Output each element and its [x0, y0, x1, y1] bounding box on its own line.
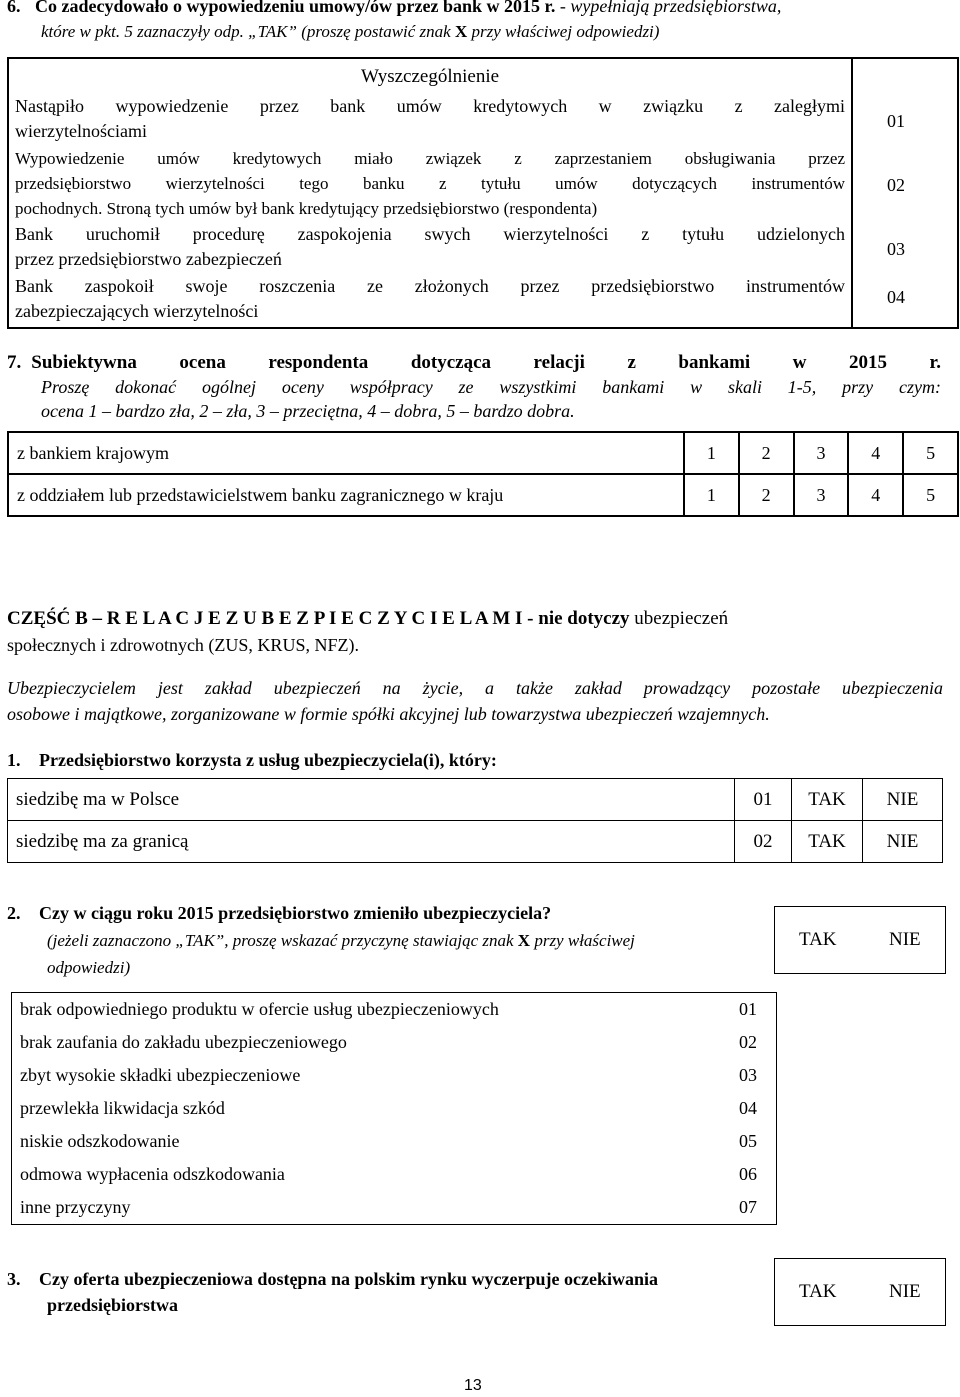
rating-label-foreign: z oddziałem lub przedstawicielstwem banku zagranicznego w kraju [8, 474, 684, 516]
q6-row-4-line-2: zabezpieczających wierzytelności [15, 301, 259, 321]
q6-code-02: 02 [887, 175, 905, 195]
reason-code[interactable]: 03 [739, 1065, 757, 1085]
s1-table [7, 778, 943, 863]
s2-note-3: odpowiedzi) [47, 958, 131, 977]
q6-title: Co zadecydowało o wypowiedzeniu umowy/ów przez bank w 2015 r. [35, 0, 556, 16]
reason-label: zbyt wysokie składki ubezpieczeniowe [20, 1065, 301, 1085]
q7-number: 7. [7, 352, 22, 373]
s1-nie-option[interactable]: NIE [863, 779, 943, 821]
q6-row-1 [8, 94, 852, 146]
q7-instruction-2: ocena 1 – bardzo zła, 2 – zła, 3 – przeciętna, 4 – dobra, 5 – bardzo dobra. [41, 401, 575, 421]
s1-tak-option[interactable]: TAK [792, 779, 863, 821]
reason-label: inne przyczyny [20, 1197, 131, 1217]
rating-option[interactable]: 4 [848, 432, 903, 474]
s2-number: 2. [7, 903, 21, 923]
s2-heading [7, 900, 747, 981]
q7-rating-table [7, 431, 959, 517]
part-b-title-line [7, 606, 943, 632]
s1-number: 1. [7, 750, 21, 770]
s3-answer-box [774, 1258, 946, 1326]
rating-option[interactable]: 5 [903, 474, 958, 516]
q6-note-3: przy właściwej odpowiedzi) [467, 22, 660, 41]
q6-code-01: 01 [887, 111, 905, 131]
s2-note-x: X [517, 931, 531, 950]
s1-label-poland: siedzibę ma w Polsce [8, 779, 735, 821]
table-row [12, 1092, 777, 1125]
s1-code-01: 01 [735, 779, 792, 821]
q6-row-4-line-1: Bank zaspokoił swoje roszczenia ze złożonych przez przedsiębiorstwo instrumentów [15, 276, 845, 296]
s1-title: Przedsiębiorstwo korzysta z usług ubezpieczyciela(i), który: [39, 750, 497, 770]
s3-tak-option[interactable]: TAK [799, 1281, 837, 1302]
s2-tak-option[interactable]: TAK [799, 929, 837, 950]
q7-heading [7, 351, 941, 423]
part-b-definition-1: Ubezpieczycielem jest zakład ubezpieczeń na życie, a także zakład prowadzący pozostałe ubezpieczenia [7, 678, 943, 698]
q7-instruction-1: Proszę dokonać ogólnej oceny współpracy ze wszystkimi bankami w skali 1-5, przy czym: [41, 377, 941, 397]
q6-code-03: 03 [887, 239, 905, 259]
reason-code[interactable]: 02 [739, 1032, 757, 1052]
q6-instruction [41, 20, 659, 44]
q6-row-1-line-1: Nastąpiło wypowiedzenie przez bank umów kredytowych w związku z zaległymi [15, 96, 845, 116]
s2-title: Czy w ciągu roku 2015 przedsiębiorstwo zmieniło ubezpieczyciela? [39, 903, 552, 923]
s1-tak-option[interactable]: TAK [792, 821, 863, 863]
s1-label-abroad: siedzibę ma za granicą [8, 821, 735, 863]
q6-row-2-line-3: pochodnych. Stroną tych umów był bank kredytujący przedsiębiorstwo (respondenta) [15, 199, 598, 218]
table-row [12, 993, 777, 1027]
s2-nie-option[interactable]: NIE [889, 929, 921, 950]
reason-code[interactable]: 06 [739, 1164, 757, 1184]
part-b-heading [7, 606, 943, 658]
part-b-rest: ubezpieczeń [629, 608, 729, 629]
s3-heading [7, 1266, 757, 1318]
q6-row-1-line-2: wierzytelnościami [15, 121, 147, 141]
q6-row-2-line-2: przedsiębiorstwo wierzytelności tego banku z tytułu umów dotyczących instrumentów [15, 174, 845, 193]
table-row [12, 1191, 777, 1225]
reason-label: przewlekła likwidacja szkód [20, 1098, 225, 1118]
rating-option[interactable]: 1 [684, 432, 739, 474]
reason-label: odmowa wypłacenia odszkodowania [20, 1164, 285, 1184]
s2-note-2: przy właściwej [530, 931, 635, 950]
q6-table [7, 57, 959, 329]
q6-row-3 [8, 222, 852, 274]
s2-note-1: (jeżeli zaznaczono „TAK”, proszę wskazać przyczynę stawiając znak [47, 931, 518, 950]
q6-number: 6. [7, 0, 21, 16]
part-b-line-2: społecznych i zdrowotnych (ZUS, KRUS, NFZ). [7, 635, 359, 655]
reason-code[interactable]: 01 [739, 999, 757, 1019]
table-row [8, 474, 958, 516]
rating-option[interactable]: 5 [903, 432, 958, 474]
q6-note-1: - wypełniają przedsiębiorstwa, [559, 0, 782, 16]
reason-code[interactable]: 04 [739, 1098, 757, 1118]
s1-code-02: 02 [735, 821, 792, 863]
table-row [12, 1158, 777, 1191]
part-b-definition-2: osobowe i majątkowe, zorganizowane w formie spółki akcyjnej lub towarzystwa ubezpieczeń wzajemnych. [7, 704, 770, 724]
s3-nie-option[interactable]: NIE [889, 1281, 921, 1302]
rating-option[interactable]: 3 [794, 474, 849, 516]
s3-title-1: Czy oferta ubezpieczeniowa dostępna na polskim rynku wyczerpuje oczekiwania [39, 1269, 658, 1289]
q6-row-3-line-1: Bank uruchomił procedurę zaspokojenia swych wierzytelności z tytułu udzielonych [15, 224, 845, 244]
table-row [12, 1125, 777, 1158]
part-b-dash: - [522, 608, 539, 629]
rating-option[interactable]: 1 [684, 474, 739, 516]
q6-note-x: X [454, 22, 468, 41]
q6-row-3-line-2: przez przedsiębiorstwo zabezpieczeń [15, 249, 282, 269]
s2-reasons-table [11, 992, 777, 1225]
rating-option[interactable]: 4 [848, 474, 903, 516]
rating-option[interactable]: 2 [739, 474, 794, 516]
reason-code[interactable]: 05 [739, 1131, 757, 1151]
q7-title: Subiektywna ocena respondenta dotycząca relacji z bankami w 2015 r. [31, 352, 941, 373]
q6-header-cell [8, 58, 852, 94]
reason-label: niskie odszkodowanie [20, 1131, 180, 1151]
q6-code-column [852, 58, 958, 328]
s2-title-line [7, 900, 747, 927]
table-row [8, 779, 943, 821]
q6-row-2-line-1: Wypowiedzenie umów kredytowych miało związek z zaprzestaniem obsługiwania przez [15, 149, 845, 168]
reason-label: brak zaufania do zakładu ubezpieczeniowego [20, 1032, 347, 1052]
q6-code-04: 04 [887, 287, 905, 307]
reason-label: brak odpowiedniego produktu w ofercie usług ubezpieczeniowych [20, 999, 499, 1019]
s3-title-2: przedsiębiorstwa [47, 1295, 178, 1315]
s1-nie-option[interactable]: NIE [863, 821, 943, 863]
q6-header: Wyszczególnienie [360, 65, 500, 87]
rating-option[interactable]: 2 [739, 432, 794, 474]
s2-note-line [7, 927, 747, 954]
q6-heading [7, 0, 781, 18]
q6-row-2 [8, 146, 852, 222]
table-row [8, 432, 958, 474]
q6-row-4 [8, 274, 852, 328]
s2-answer-box [774, 906, 946, 974]
table-row [12, 1059, 777, 1092]
rating-label-domestic: z bankiem krajowym [8, 432, 684, 474]
s3-number: 3. [7, 1269, 21, 1289]
rating-option[interactable]: 3 [794, 432, 849, 474]
reason-code[interactable]: 07 [739, 1197, 757, 1217]
q6-note-2: które w pkt. 5 zaznaczyły odp. „TAK” (proszę postawić znak [41, 22, 455, 41]
part-b-nie-dotyczy: nie dotyczy [538, 608, 630, 629]
part-b-definition [7, 675, 943, 727]
table-row [8, 821, 943, 863]
table-row [12, 1026, 777, 1059]
q7-title-row [7, 351, 941, 375]
s1-heading [7, 748, 497, 772]
part-b-title: CZĘŚĆ B – R E L A C J E Z U B E Z P I E C Z Y C I E L A M I [7, 608, 523, 629]
s3-title-line [7, 1266, 757, 1292]
page-number: 13 [464, 1377, 482, 1394]
